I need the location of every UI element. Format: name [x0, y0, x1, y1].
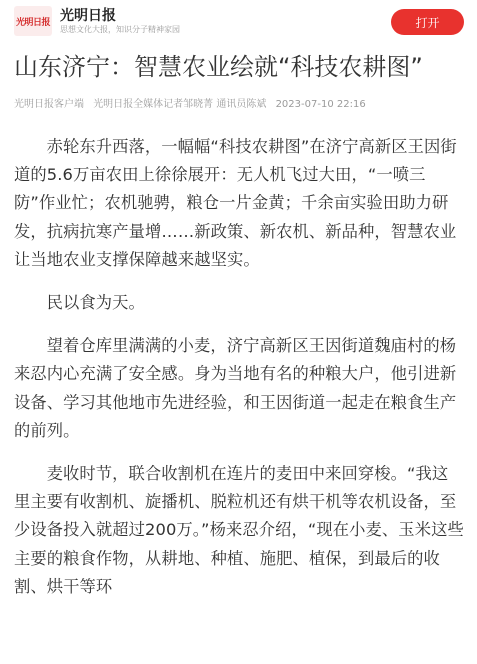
article-paragraph: 赤轮东升西落，一幅幅“科技农耕图”在济宁高新区王因街道的5.6万亩农田上徐徐展开：无人机飞过大田，“一喷三防”作业忙；农机驰骋，粮仓一片金黄；千余亩实验田助力研发，抗病抗寒产量增……新政策、新农机、新品种，智慧农业让当地农业支撑保障越来越坚实。 [14, 137, 457, 269]
article-paragraph: 望着仓库里满满的小麦，济宁高新区王因街道魏庙村的杨来忍内心充满了安全感。身为当地有名的种粮大户，他引进新设备、学习其他地市先进经验，和王因街道一起走在粮食生产的前列。 [14, 336, 457, 440]
article-title: 山东济宁：智慧农业绘就“科技农耕图” [14, 53, 423, 81]
app-name: 光明日报 [60, 8, 116, 24]
article-body [14, 133, 464, 616]
article-paragraph: 民以食为天。 [46, 293, 145, 313]
logo-text: 光明日报 [15, 17, 50, 28]
app-banner [0, 0, 477, 44]
open-app-button[interactable]: 打开 [391, 9, 464, 35]
article-paragraph: 麦收时节，联合收割机在连片的麦田中来回穿梭。“我这里主要有收割机、旋播机、脱粒机还有烘干机等农机设备，至少设备投入就超过200万。”杨来忍介绍，“现在小麦、玉米这些主要的粮食作物，从耕地、种植、施肥、植保，到最后的收割、烘干等环 [14, 464, 464, 596]
article-byline [14, 95, 469, 110]
byline-time: 2023-07-10 22:16 [275, 99, 366, 110]
byline-reporters: 光明日报全媒体记者邹晓菁 通讯员陈斌 [93, 99, 267, 110]
app-slogan: 思想文化大报，知识分子精神家园 [60, 25, 180, 34]
app-logo [14, 6, 52, 36]
byline-source[interactable]: 光明日报客户端 [14, 99, 84, 110]
